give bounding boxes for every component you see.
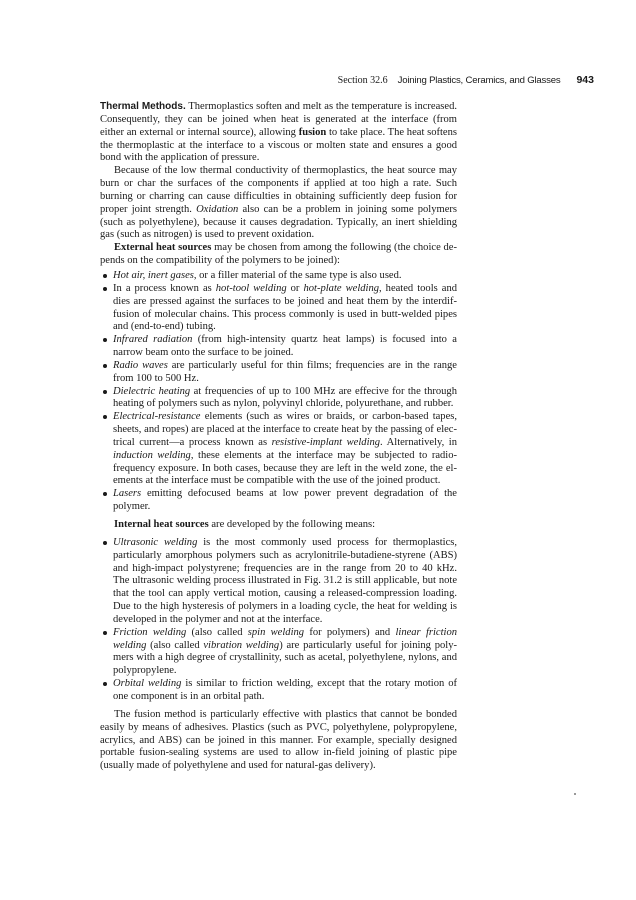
running-header [0, 74, 636, 88]
bullet-icon [103, 390, 107, 394]
text-run: is similar to friction welding, except that the rotary motion of one component is in an orbital path. [113, 678, 457, 702]
italic-term: Lasers [113, 488, 142, 500]
text-run: , or a filler material of the same type is also used. [193, 269, 402, 281]
list-item [100, 386, 457, 412]
text-run: elements (such as wires or braids, or carbon-based tapes, sheets, and ropes) are placed at the interface to create heat by the passing of electrical current—a process known as [113, 411, 457, 448]
bullet-icon [103, 274, 107, 278]
paragraph [100, 101, 457, 165]
body-text [100, 101, 457, 773]
bullet-icon [103, 631, 107, 635]
section-number: Section 32.6 [337, 75, 388, 86]
bold-term: External heat sources [114, 242, 212, 254]
list-item [100, 537, 457, 627]
paragraph [100, 519, 457, 532]
italic-term: Friction welding [113, 626, 187, 638]
list-item [100, 411, 457, 488]
text-run: (from high-intensity quartz heat lamps) is focused into a narrow beam onto the surface to be joined. [113, 334, 457, 359]
italic-term: spin welding [247, 626, 305, 638]
text-run: for polymers) and [304, 626, 396, 638]
bullet-icon [103, 415, 107, 419]
italic-term: Ultrasonic welding [113, 536, 198, 548]
italic-term: hot-plate welding [303, 282, 379, 294]
section-title: Joining Plastics, Ceramics, and Glasses [397, 75, 561, 86]
italic-term: Orbital welding [113, 678, 182, 690]
italic-term: Dielectric heating [113, 385, 191, 397]
italic-term: linear friction welding [113, 626, 457, 651]
italic-term: hot-tool welding [215, 282, 287, 294]
text-run: . Alternatively, in [380, 436, 457, 448]
italic-term: Radio waves [113, 359, 168, 371]
run-in-heading: Thermal Methods. [100, 101, 186, 112]
list-item [100, 488, 457, 514]
bullet-icon [103, 492, 107, 496]
text-run: at frequencies of up to 100 MHz are effecive for the through heating of polymers such as nylon, polyvinyl chloride, polyurethane, and rubber. [113, 385, 457, 410]
text-run: Because of the low thermal conductivity of thermoplastics, the heat source may burn or char the surfaces of the components if applied at too high a rate. Such burning or charring can cause difficulties in obtaining sufficiently deep fusion for proper joint strength. [100, 165, 457, 215]
text-run: ) are particularly useful for joining polymers with a high degree of crystallinity, such as acetal, polyethylene, nylons, and polypropylene. [113, 639, 457, 677]
bold-term: Internal heat sources [114, 519, 209, 530]
text-run: The fusion method is particularly effective with plastics that cannot be bonded easily by means of adhesives. Plastics (such as PVC, polyethylene, polypropylene, acrylics, and ABS) can be joined in this manner. For example, specially designed portable fusion-sealing systems are used to allow in-field joining of plastic pipe (usually made of polyethylene and used for natural-gas delivery). [100, 708, 457, 772]
text-run: are developed by the following means: [208, 519, 376, 530]
list-item [100, 627, 457, 678]
text-run: (also called [146, 639, 204, 651]
text-run: In a process known as [113, 282, 216, 294]
bullet-icon [103, 338, 107, 342]
italic-term: induction welding [113, 449, 191, 461]
text-run: are particularly useful for thin films; frequencies are in the range from 100 to 500 Hz. [113, 359, 457, 384]
bullet-list [100, 270, 457, 514]
list-item [100, 270, 457, 283]
bullet-icon [103, 541, 107, 545]
italic-term: Electrical-resistance [113, 411, 201, 423]
list-item [100, 283, 457, 334]
text-run: is the most commonly used process for thermoplastics, particularly amorphous polymers such as acrylonitrile-butadiene-styrene (ABS) and high-impact polystyrene; frequencies are in the range from 20 to 40 kHz. The ultrasonic welding process illustrated in Fig. 31.2 is still applicable, but note that the tool can apply vertical motion, causing a released-compression loading. Due to the high hysteresis of polymers in a loading cycle, the heat for welding is developed in the polymer and not at the interface. [113, 536, 458, 625]
text-run: also can be a problem in joining some polymers (such as polyethylene), because it causes degradation. Typically, an inert shielding gas (such as nitrogen) is used to prevent oxidation. [100, 203, 457, 241]
list-item [100, 334, 457, 360]
list-item [100, 678, 457, 704]
paragraph [100, 242, 457, 268]
italic-term: resistive-implant welding [271, 436, 381, 448]
bullet-icon [103, 364, 107, 368]
bullet-icon [103, 682, 107, 686]
bold-term: fusion [298, 126, 327, 138]
italic-term: Infrared radiation [113, 334, 193, 346]
italic-term: Oxidation [196, 203, 239, 215]
scan-speck [574, 793, 576, 795]
bullet-icon [103, 287, 107, 291]
text-run: , these elements at the interface may be subjected to radiofrequency exposure. In both cases, because they are left in the weld zone, the elements at the interface must be compatible with the use of the joined product. [113, 449, 458, 487]
text-run: to take place. The heat softens the thermoplastic at the interface to a viscous or molten state and ensures a good bond with the application of pressure. [100, 126, 457, 164]
list-item [100, 360, 457, 386]
italic-term: vibration welding [203, 639, 280, 651]
bullet-list [100, 537, 457, 704]
text-run: emitting defocused beams at low power prevent degradation of the polymer. [113, 488, 457, 513]
paragraph [100, 165, 457, 242]
text-run: may be chosen from among the following (the choice depends on the compatibility of the polymers to be joined): [100, 242, 457, 267]
text-run: or [286, 282, 304, 294]
paragraph [100, 709, 457, 773]
text-run: (also called [186, 626, 248, 638]
italic-term: Hot air, inert gases [113, 269, 194, 281]
page-number: 943 [576, 74, 594, 86]
text-run: , heated tools and dies are pressed against the surfaces to be joined and heat them by the interdiffusion of molecular chains. This process commonly is used in butt-welded pipes and (end-to-end) tubing. [113, 282, 458, 333]
text-run: Thermoplastics soften and melt as the temperature is increased. Consequently, they can be joined when heat is generated at the interface (from either an external or internal source), allowing [100, 101, 457, 138]
